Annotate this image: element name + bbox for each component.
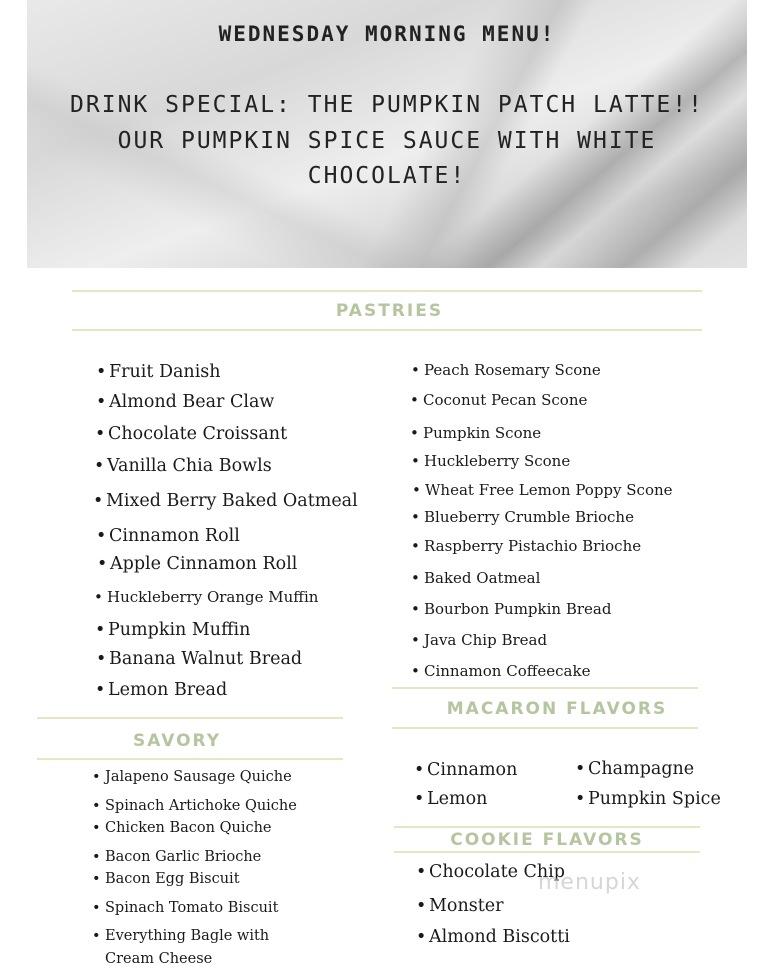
list-item: • Cinnamon Coffeecake <box>424 662 590 680</box>
list-item: • Spinach Tomato Biscuit <box>105 900 278 916</box>
pastries-heading: PASTRIES <box>335 301 444 321</box>
list-item: • Jalapeno Sausage Quiche <box>105 769 292 785</box>
header-banner <box>27 0 747 268</box>
list-item: • Lemon Bread <box>108 680 227 700</box>
list-item: • Coconut Pecan Scone <box>423 391 587 409</box>
list-item: • Peach Rosemary Scone <box>424 361 601 379</box>
list-item: • Raspberry Pistachio Brioche <box>424 537 641 555</box>
list-item: • Champagne <box>588 759 694 779</box>
list-item: • Fruit Danish <box>109 362 221 382</box>
list-item: • Chocolate Chip <box>429 862 565 882</box>
savory-heading: SAVORY <box>132 731 222 751</box>
list-item: • Chocolate Croissant <box>108 424 287 444</box>
menu-title: WEDNESDAY MORNING MENU! <box>218 22 556 46</box>
divider <box>72 329 702 331</box>
list-item: • Bourbon Pumpkin Bread <box>424 600 611 618</box>
list-item: • Apple Cinnamon Roll <box>110 554 297 574</box>
list-item: • Everything Bagle with <box>105 928 269 944</box>
drink-special-line-3: CHOCOLATE! <box>307 163 467 189</box>
drink-special-line-1: DRINK SPECIAL: THE PUMPKIN PATCH LATTE!! <box>70 92 704 118</box>
list-item: • Bacon Egg Biscuit <box>105 871 240 887</box>
list-item: • Bacon Garlic Brioche <box>105 849 261 865</box>
divider <box>72 290 702 292</box>
list-item: • Huckleberry Orange Muffin <box>107 588 318 606</box>
list-item: • Blueberry Crumble Brioche <box>424 508 634 526</box>
macaron-heading: MACARON FLAVORS <box>446 699 668 719</box>
list-item: • Baked Oatmeal <box>424 569 540 587</box>
divider <box>394 826 700 828</box>
list-item: • Chicken Bacon Quiche <box>105 820 272 836</box>
list-item: • Banana Walnut Bread <box>109 649 302 669</box>
list-item: • Cinnamon Roll <box>109 526 240 546</box>
divider <box>37 717 343 719</box>
list-item: Cream Cheese <box>105 951 213 967</box>
list-item: • Pumpkin Spice <box>588 789 721 809</box>
divider <box>394 851 700 853</box>
list-item: • Mixed Berry Baked Oatmeal <box>106 491 358 511</box>
list-item: • Pumpkin Muffin <box>108 620 250 640</box>
list-item: • Cinnamon <box>427 760 517 780</box>
cookie-heading: COOKIE FLAVORS <box>450 830 644 850</box>
list-item: • Huckleberry Scone <box>424 452 570 470</box>
list-item: • Wheat Free Lemon Poppy Scone <box>425 481 673 499</box>
divider <box>37 758 343 760</box>
drink-special-line-2: OUR PUMPKIN SPICE SAUCE WITH WHITE <box>117 128 657 154</box>
list-item: • Java Chip Bread <box>424 631 547 649</box>
list-item: • Pumpkin Scone <box>423 424 541 442</box>
list-item: • Monster <box>429 896 503 916</box>
list-item: • Spinach Artichoke Quiche <box>105 798 297 814</box>
list-item: • Almond Biscotti <box>429 927 570 947</box>
divider <box>392 727 698 729</box>
list-item: • Vanilla Chia Bowls <box>107 456 272 476</box>
divider <box>392 687 698 689</box>
list-item: • Lemon <box>427 789 487 809</box>
watermark: menupix <box>538 870 641 895</box>
list-item: • Almond Bear Claw <box>109 392 274 412</box>
